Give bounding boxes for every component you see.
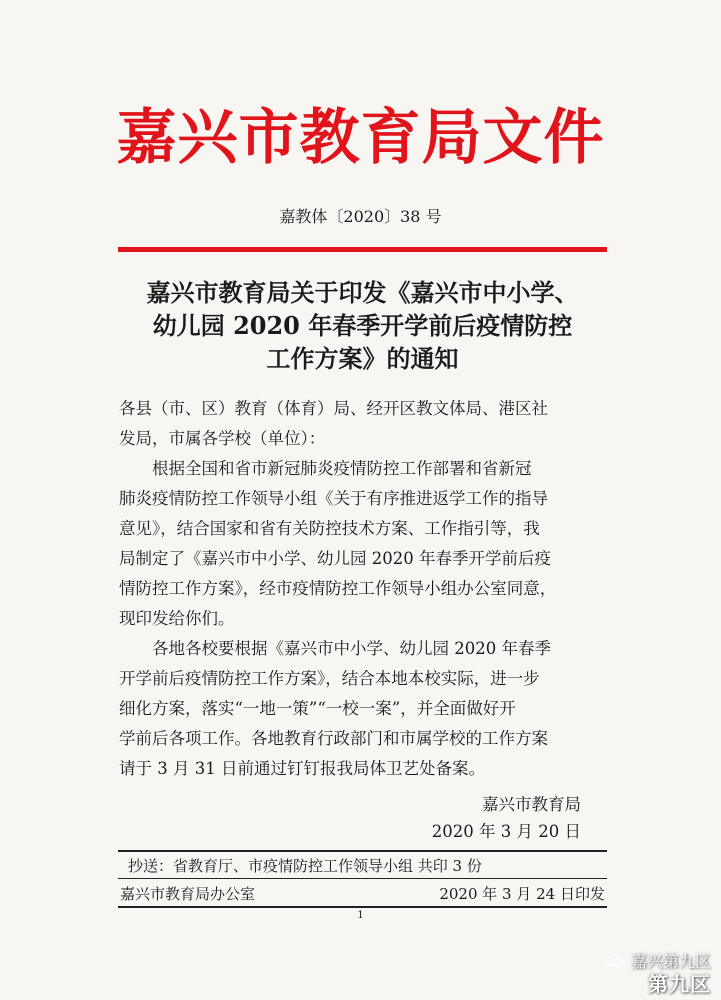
document-number: 嘉教体〔2020〕38 号 [279,207,442,226]
watermark-text: 嘉兴第九区 [630,952,711,971]
recipients-line: 各县（市、区）教育（体育）局、经开区教文体局、港区社 [119,399,548,418]
watermark [607,952,711,996]
watermark-line [607,952,711,972]
footer-cc: 抄送：省教育厅、市疫情防控工作领导小组 共印 3 份 [128,857,482,875]
footer-rule [118,850,607,852]
paragraph-line: 请于 3 月 31 日前通过钉钉报我局体卫艺处备案。 [119,759,485,778]
recipients-line: 发局，市属各学校（单位）： [119,429,326,448]
paragraph-line: 细化方案，落实“一地一策”“一校一案”，并全面做好开 [119,699,516,718]
paragraph-line: 根据全国和省市新冠肺炎疫情防控工作部署和省新冠 [152,459,532,478]
page-number: 1 [357,910,364,921]
notice-title-line: 幼儿园 2020 年春季开学前后疫情防控 [152,311,573,340]
watermark-text-large: 第九区 [648,972,711,996]
signature-block [432,791,581,845]
paragraph-line: 学前后各项工作。各地教育行政部门和市属学校的工作方案 [119,729,548,748]
document-header-title: 嘉兴市教育局文件 [116,103,605,173]
paragraph-line: 情防控工作方案》，经市疫情防控工作领导小组办公室同意， [119,579,557,598]
wechat-icon [607,955,625,969]
notice-title-line: 嘉兴市教育局关于印发《嘉兴市中小学、 [146,278,579,307]
paragraph-line: 肺炎疫情防控工作领导小组《关于有序推进返学工作的指导 [119,489,548,508]
signature-date: 2020 年 3 月 20 日 [431,822,581,841]
footer-rule [118,906,607,908]
paragraph-line: 各地各校要根据《嘉兴市中小学、幼儿园 2020 年春季 [152,639,551,658]
paragraph-line: 开学前后疫情防控工作方案》，结合本地本校实际，进一步 [119,669,540,688]
red-divider [118,247,607,252]
notice-title [118,276,607,375]
footer-print-date: 2020 年 3 月 24 日印发 [439,885,605,903]
paragraph-line: 现印发给你们。 [119,609,235,628]
notice-title-line: 工作方案》的通知 [266,344,459,373]
footer-rule [118,878,607,879]
paragraph-line: 意见》，结合国家和省有关防控技术方案、工作指引等，我 [119,519,540,538]
footer-office: 嘉兴市教育局办公室 [120,885,256,903]
signature-organization: 嘉兴市教育局 [482,795,581,814]
paragraph-line: 局制定了《嘉兴市中小学、幼儿园 2020 年春季开学前后疫 [119,549,551,568]
notice-body [119,394,608,784]
